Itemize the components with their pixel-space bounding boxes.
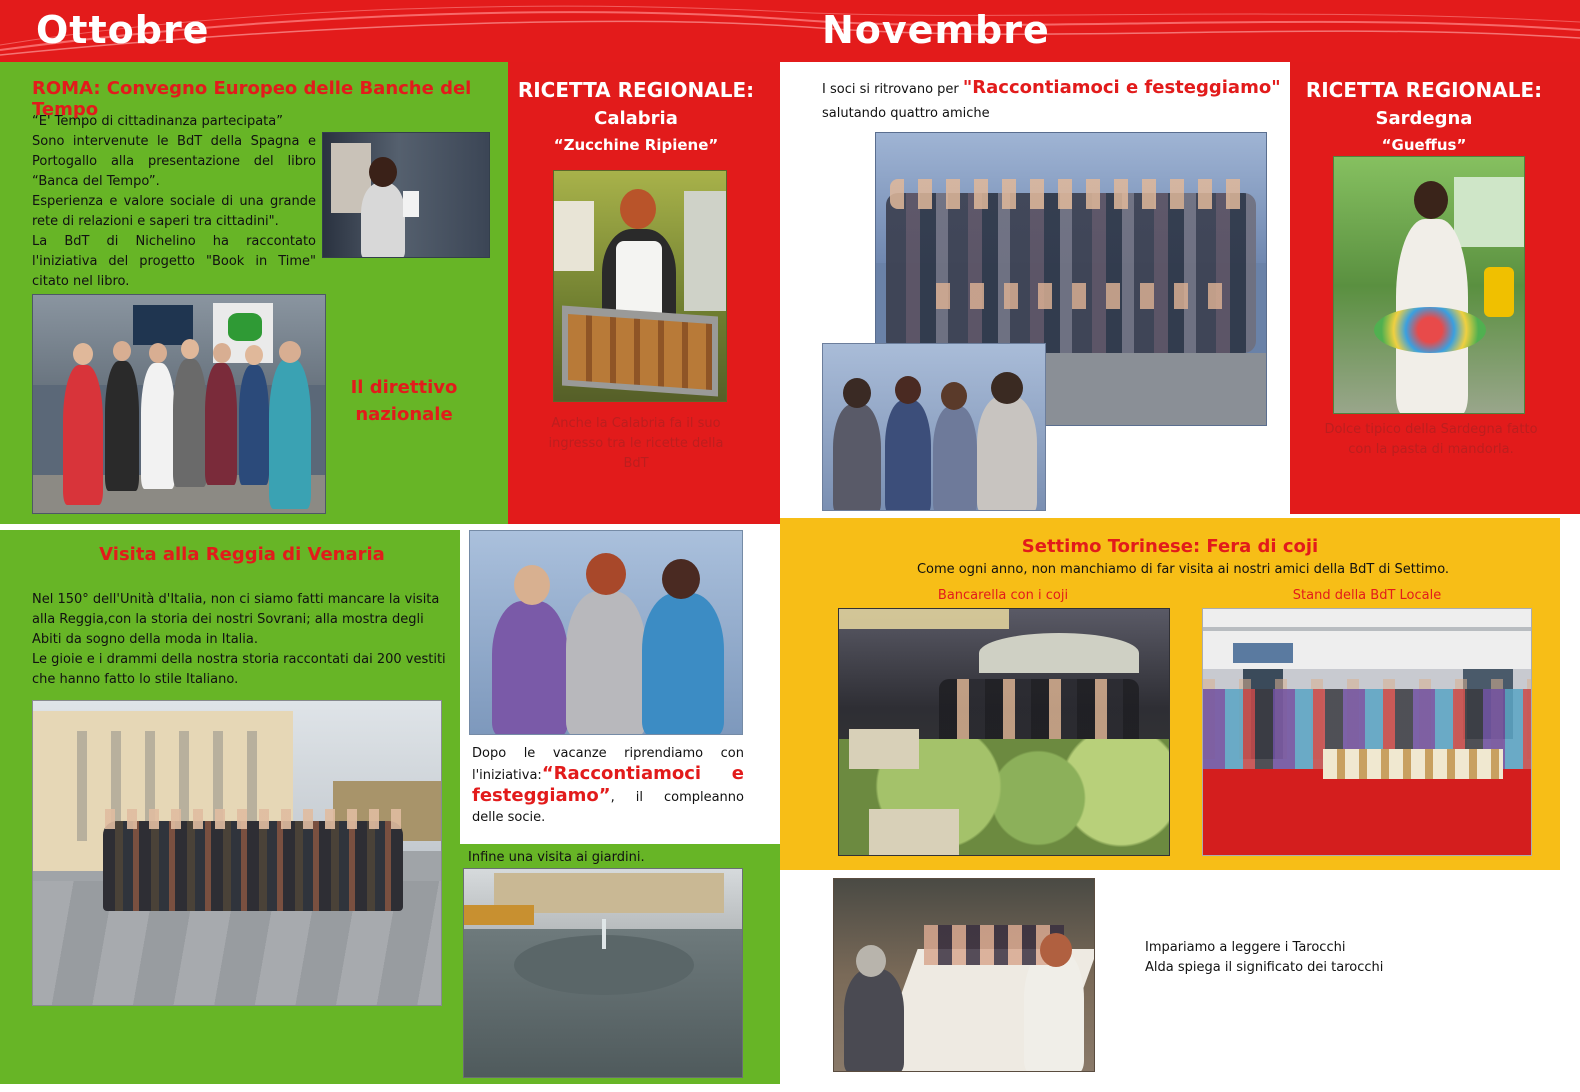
bancarella-photo [838,608,1170,856]
direttivo-photo [32,294,326,514]
roma-line-2: Sono intervenute le BdT della Spagna e Portogallo alla presentazione del libro “Banca del Tempo”. [32,134,316,189]
raccontiamoci-intro-text: I soci si ritrovano per [822,82,963,97]
month-left: Ottobre [36,8,210,52]
settimo-title: Settimo Torinese: Fera di coji [1021,536,1319,557]
raccontiamoci-intro [822,78,1282,100]
sardegna-region: Sardegna [1375,108,1473,129]
roma-line-1: “E' Tempo di cittadinanza partecipata” [32,114,283,129]
four-friends-photo [822,343,1046,511]
settimo-label-left: Bancarella con i coji [937,588,1069,603]
venaria-title: Visita alla Reggia di Venaria [99,544,385,565]
settimo-label-right: Stand della BdT Locale [1292,588,1442,603]
tarocchi-photo [833,878,1095,1072]
tarocchi-line-2: Alda spiega il significato dei tarocchi [1145,960,1384,975]
header-banner [0,0,1580,62]
venaria-text [32,590,456,690]
sardegna-heading: RICETTA REGIONALE: [1305,78,1543,102]
giardini-caption: Infine una visita ai giardini. [468,850,645,865]
direttivo-label: Il direttivo nazionale [350,377,458,425]
stand-photo [1202,608,1532,856]
vacanze-before: Dopo le vacanze riprendiamo con l'iniziativa: [472,746,744,783]
header-swoosh [0,0,1580,62]
raccontiamoci-highlight: "Raccontiamoci e festeggiamo" [962,77,1281,98]
venaria-line-2: Le gioie e i drammi della nostra storia raccontati dai 200 vestiti che hanno fatto lo stile Italiano. [32,652,446,687]
sardegna-photo [1333,156,1525,414]
roma-line-3: Esperienza e valore sociale di una grande rete di relazioni e saperi tra cittadini". [32,194,316,229]
raccontiamoci-sub: salutando quattro amiche [822,106,990,121]
roma-line-4: La BdT di Nichelino ha raccontato l'iniziativa del progetto "Book in Time" citato nel libro. [32,234,316,289]
calabria-heading: RICETTA REGIONALE: [517,78,755,102]
vacanze-text [472,744,744,828]
vacanze-highlight: “Raccontiamoci e festeggiamo” [472,763,744,806]
three-friends-photo [469,530,743,735]
month-right: Novembre [822,8,1050,52]
roma-text [32,112,316,292]
venaria-line-1: Nel 150° dell'Unità d'Italia, non ci siamo fatti mancare la visita alla Reggia,con la storia dei nostri Sovrani; alla mostra degli Abiti da sogno della moda in Italia. [32,592,440,647]
calabria-caption: Anche la Calabria fa il suo ingresso tra le ricette della BdT [548,416,724,471]
calabria-region: Calabria [594,108,678,129]
calabria-photo [553,170,727,402]
vacanze-after: , il compleanno delle socie. [472,790,744,825]
reggia-photo [32,700,442,1006]
settimo-subtitle: Come ogni anno, non manchiamo di far visita ai nostri amici della BdT di Settimo. [916,562,1450,577]
sardegna-caption: Dolce tipico della Sardegna fatto con la pasta di mandorla. [1324,422,1538,457]
calabria-dish: “Zucchine Ripiene” [553,136,719,154]
speaker-photo [322,132,490,258]
giardini-photo [463,868,743,1078]
tarocchi-line-1: Impariamo a leggere i Tarocchi [1145,940,1346,955]
roma-title: ROMA: Convegno Europeo delle Banche del Tempo [32,78,472,120]
sardegna-dish: “Gueffus” [1381,136,1467,154]
